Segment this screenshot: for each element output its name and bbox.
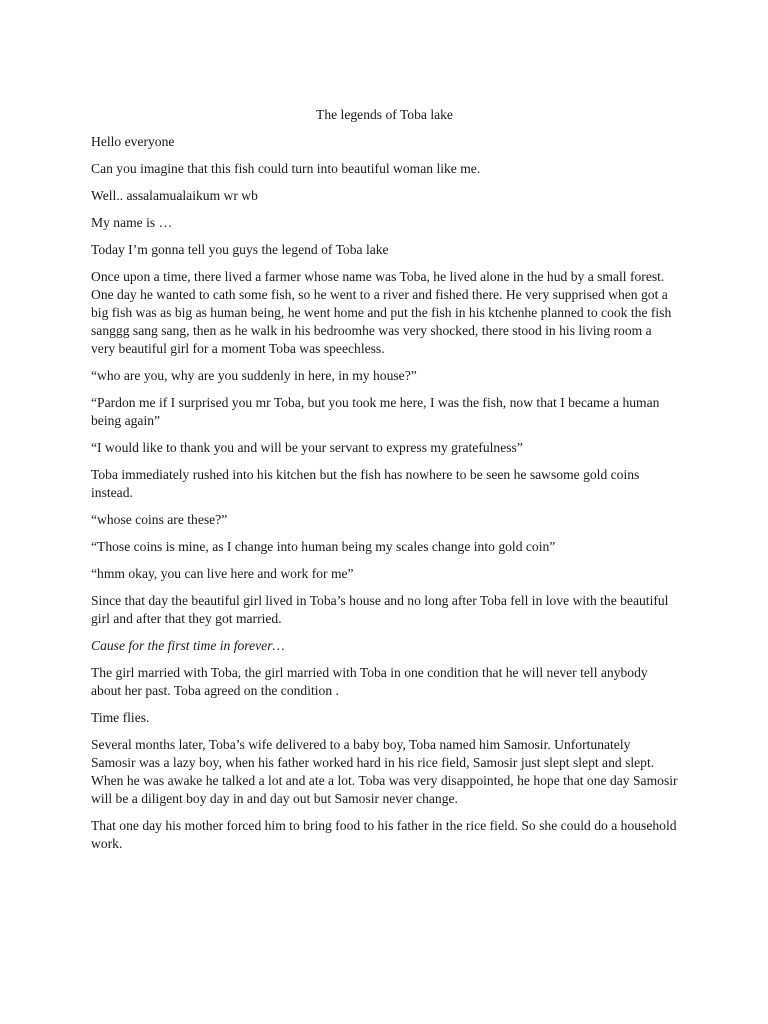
paragraph-story-4: The girl married with Toba, the girl married with Toba in one condition that he will never tell anybody about her past. Toba agreed on the condition .: [91, 665, 648, 698]
paragraph-dialogue-1: “who are you, why are you suddenly in here, in my house?”: [91, 368, 417, 383]
paragraph-name: My name is …: [91, 215, 173, 230]
paragraph-dialogue-4: “whose coins are these?”: [91, 512, 228, 527]
paragraph-story-6: That one day his mother forced him to bring food to his father in the rice field. So she could do a household work.: [91, 818, 677, 851]
document-title: The legends of Toba lake: [316, 107, 453, 122]
paragraph-story-5: Several months later, Toba’s wife delivered to a baby boy, Toba named him Samosir. Unfortunately Samosir was a lazy boy, when his father worked hard in his rice field, Samosir just slept slept and slept. When he was awake he talked a lot and ate a lot. Toba was very disappointed, he hope that one day Samosir will be a diligent boy day in and day out but Samosir never change.: [91, 737, 678, 806]
paragraph-intro-question: Can you imagine that this fish could turn into beautiful woman like me.: [91, 161, 481, 176]
paragraph-dialogue-5: “Those coins is mine, as I change into human being my scales change into gold coin”: [91, 539, 556, 554]
paragraph-story-3: Since that day the beautiful girl lived in Toba’s house and no long after Toba fell in love with the beautiful girl and after that they got married.: [91, 593, 669, 626]
paragraph-topic: Today I’m gonna tell you guys the legend of Toba lake: [91, 242, 389, 257]
paragraph-story-1: Once upon a time, there lived a farmer whose name was Toba, he lived alone in the hud by a small forest. One day he wanted to cath some fish, so he went to a river and fished there. He very supprised when got a big fish was as big as human being, he went home and put the fish in his ktchenhe planned to cook the fish sanggg sang sang, then as he walk in his bedroomhe was very shocked, there stood in his living room a very beautiful girl for a moment Toba was speechless.: [91, 269, 672, 356]
paragraph-story-2: Toba immediately rushed into his kitchen but the fish has nowhere to be seen he sawsome gold coins instead.: [91, 467, 640, 500]
paragraph-greeting: Hello everyone: [91, 134, 175, 149]
paragraph-dialogue-6: “hmm okay, you can live here and work for me”: [91, 566, 354, 581]
paragraph-time-flies: Time flies.: [91, 710, 150, 725]
paragraph-dialogue-2: “Pardon me if I surprised you mr Toba, but you took me here, I was the fish, now that I became a human being again”: [91, 395, 660, 428]
paragraph-salam: Well.. assalamualaikum wr wb: [91, 188, 258, 203]
paragraph-dialogue-3: “I would like to thank you and will be your servant to express my gratefulness”: [91, 440, 523, 455]
paragraph-song-line: Cause for the first time in forever…: [91, 638, 285, 653]
